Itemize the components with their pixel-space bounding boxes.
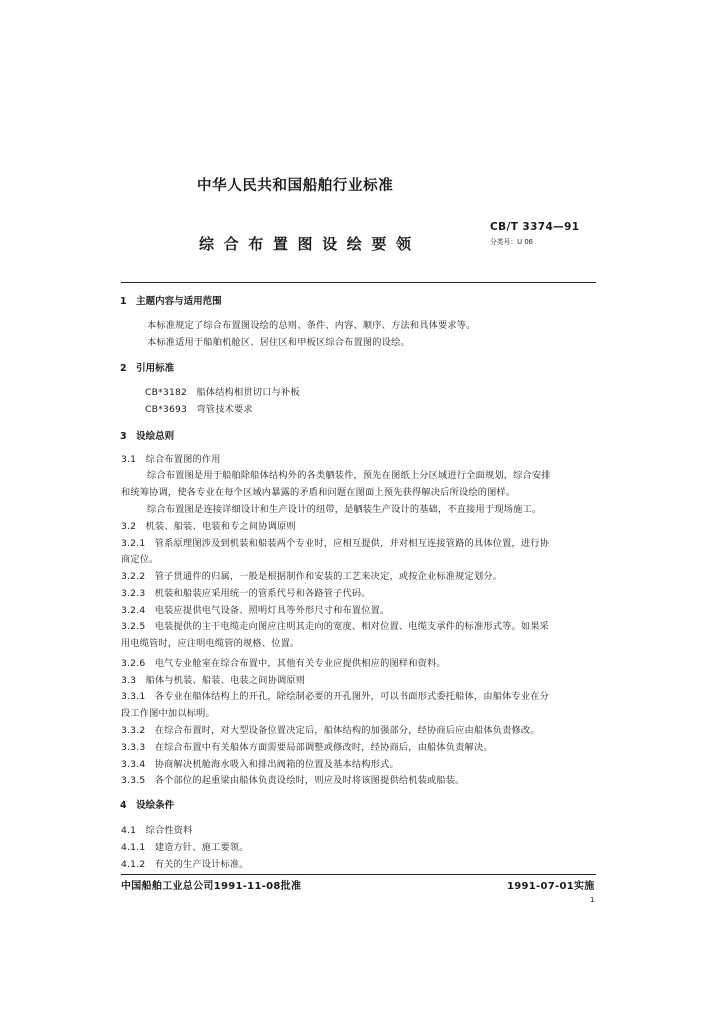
org-title: 中华人民共和国船舶行业标准 — [197, 178, 394, 194]
s41: 4.1 综合性资料 — [121, 825, 193, 836]
s1-paragraph-2: 本标准适用于船舶机舱区、居住区和甲板区综合布置图的设绘。 — [147, 337, 410, 348]
s326: 3.2.6 电气专业舱室在综合布置中，其他有关专业应提供相应的图样和资料。 — [121, 658, 446, 669]
std-number: CB/T 3374—91 — [490, 221, 580, 233]
header-rule — [121, 282, 596, 283]
s335: 3.3.5 各个部位的起重梁由船体负责设绘时，则应及时将该图提供给机装或船装。 — [121, 775, 465, 786]
s32-title: 3.2 机装、船装、电装和专之间协调原则 — [121, 521, 296, 532]
s324: 3.2.4 电装应提供电气设备、照明灯具等外形尺寸和布置位置。 — [121, 605, 390, 616]
s31-p1-line1: 综合布置图是用于船舶除船体结构外的各类舾装件，预先在图纸上分区域进行全面规划，综合安排 — [147, 470, 551, 481]
section-3-heading: 3 设绘总则 — [120, 431, 175, 442]
s325-line2: 用电缆管时，应注明电缆管的规格、位置。 — [121, 638, 300, 649]
s412: 4.1.2 有关的生产设计标准。 — [121, 859, 249, 870]
class-number: 分类号：U 06 — [490, 238, 533, 246]
s321-line1: 3.2.1 管系原理图涉及到机装和船装两个专业时，应相互提供，并对相互连接管路的具体位置，进行协 — [121, 538, 550, 549]
section-2-heading: 2 引用标准 — [120, 363, 175, 374]
s31-p1-line2: 和统筹协调，使各专业在每个区域内暴露的矛盾和问题在图面上预先获得解决后所设绘的图样。 — [121, 487, 516, 498]
s331-line1: 3.3.1 各专业在船体结构上的开孔，除绘制必要的开孔图外，可以书面形式委托船体，由船体专业在分 — [121, 691, 550, 702]
footer-rule — [121, 874, 596, 875]
s331-line2: 段工作图中加以标明。 — [121, 708, 215, 719]
s31-title: 3.1 综合布置图的作用 — [121, 454, 221, 465]
s323: 3.2.3 机装和船装应采用统一的管系代号和各路管子代码。 — [121, 588, 371, 599]
s333: 3.3.3 在综合布置中有关船体方面需要局部调整或修改时，经协商后，由船体负责解决。 — [121, 742, 493, 753]
reference-cb3182: CB*3182 船体结构相贯切口与补板 — [145, 387, 300, 398]
s321-line2: 商定位。 — [121, 554, 159, 565]
page-number: 1 — [590, 896, 595, 904]
s325-line1: 3.2.5 电装提供的主干电缆走向图应注明其走向的宽度、相对位置、电缆支承件的标准形式等。如果采 — [121, 621, 550, 632]
reference-cb3693: CB*3693 弯管技术要求 — [145, 404, 253, 415]
effective-date: 1991-07-01实施 — [507, 881, 595, 892]
doc-title: 综 合 布 置 图 设 绘 要 领 — [199, 235, 414, 253]
section-1-heading: 1 主题内容与适用范围 — [120, 296, 222, 307]
section-4-heading: 4 设绘条件 — [120, 800, 175, 811]
s31-p2: 综合布置图是连接详细设计和生产设计的纽带，是舾装生产设计的基础，不直接用于现场施工。 — [147, 504, 542, 515]
s1-paragraph-1: 本标准规定了综合布置图设绘的总则、条件、内容、顺序、方法和具体要求等。 — [147, 320, 476, 331]
s33-title: 3.3 船体与机装、船装、电装之间协调原则 — [121, 675, 306, 686]
s322: 3.2.2 管子贯通件的归属，一般是根据制作和安装的工艺来决定，或按企业标准规定划分。 — [121, 571, 503, 582]
s334: 3.3.4 协商解决机舱海水吸入和排出阀箱的位置及基本结构形式。 — [121, 759, 399, 770]
s411: 4.1.1 建造方针、施工要领。 — [121, 842, 249, 853]
approval-line: 中国船舶工业总公司1991-11-08批准 — [121, 881, 302, 892]
s332: 3.3.2 在综合布置时，对大型设备位置决定后，船体结构的加强部分，经协商后应由船体负责修改。 — [121, 725, 540, 736]
